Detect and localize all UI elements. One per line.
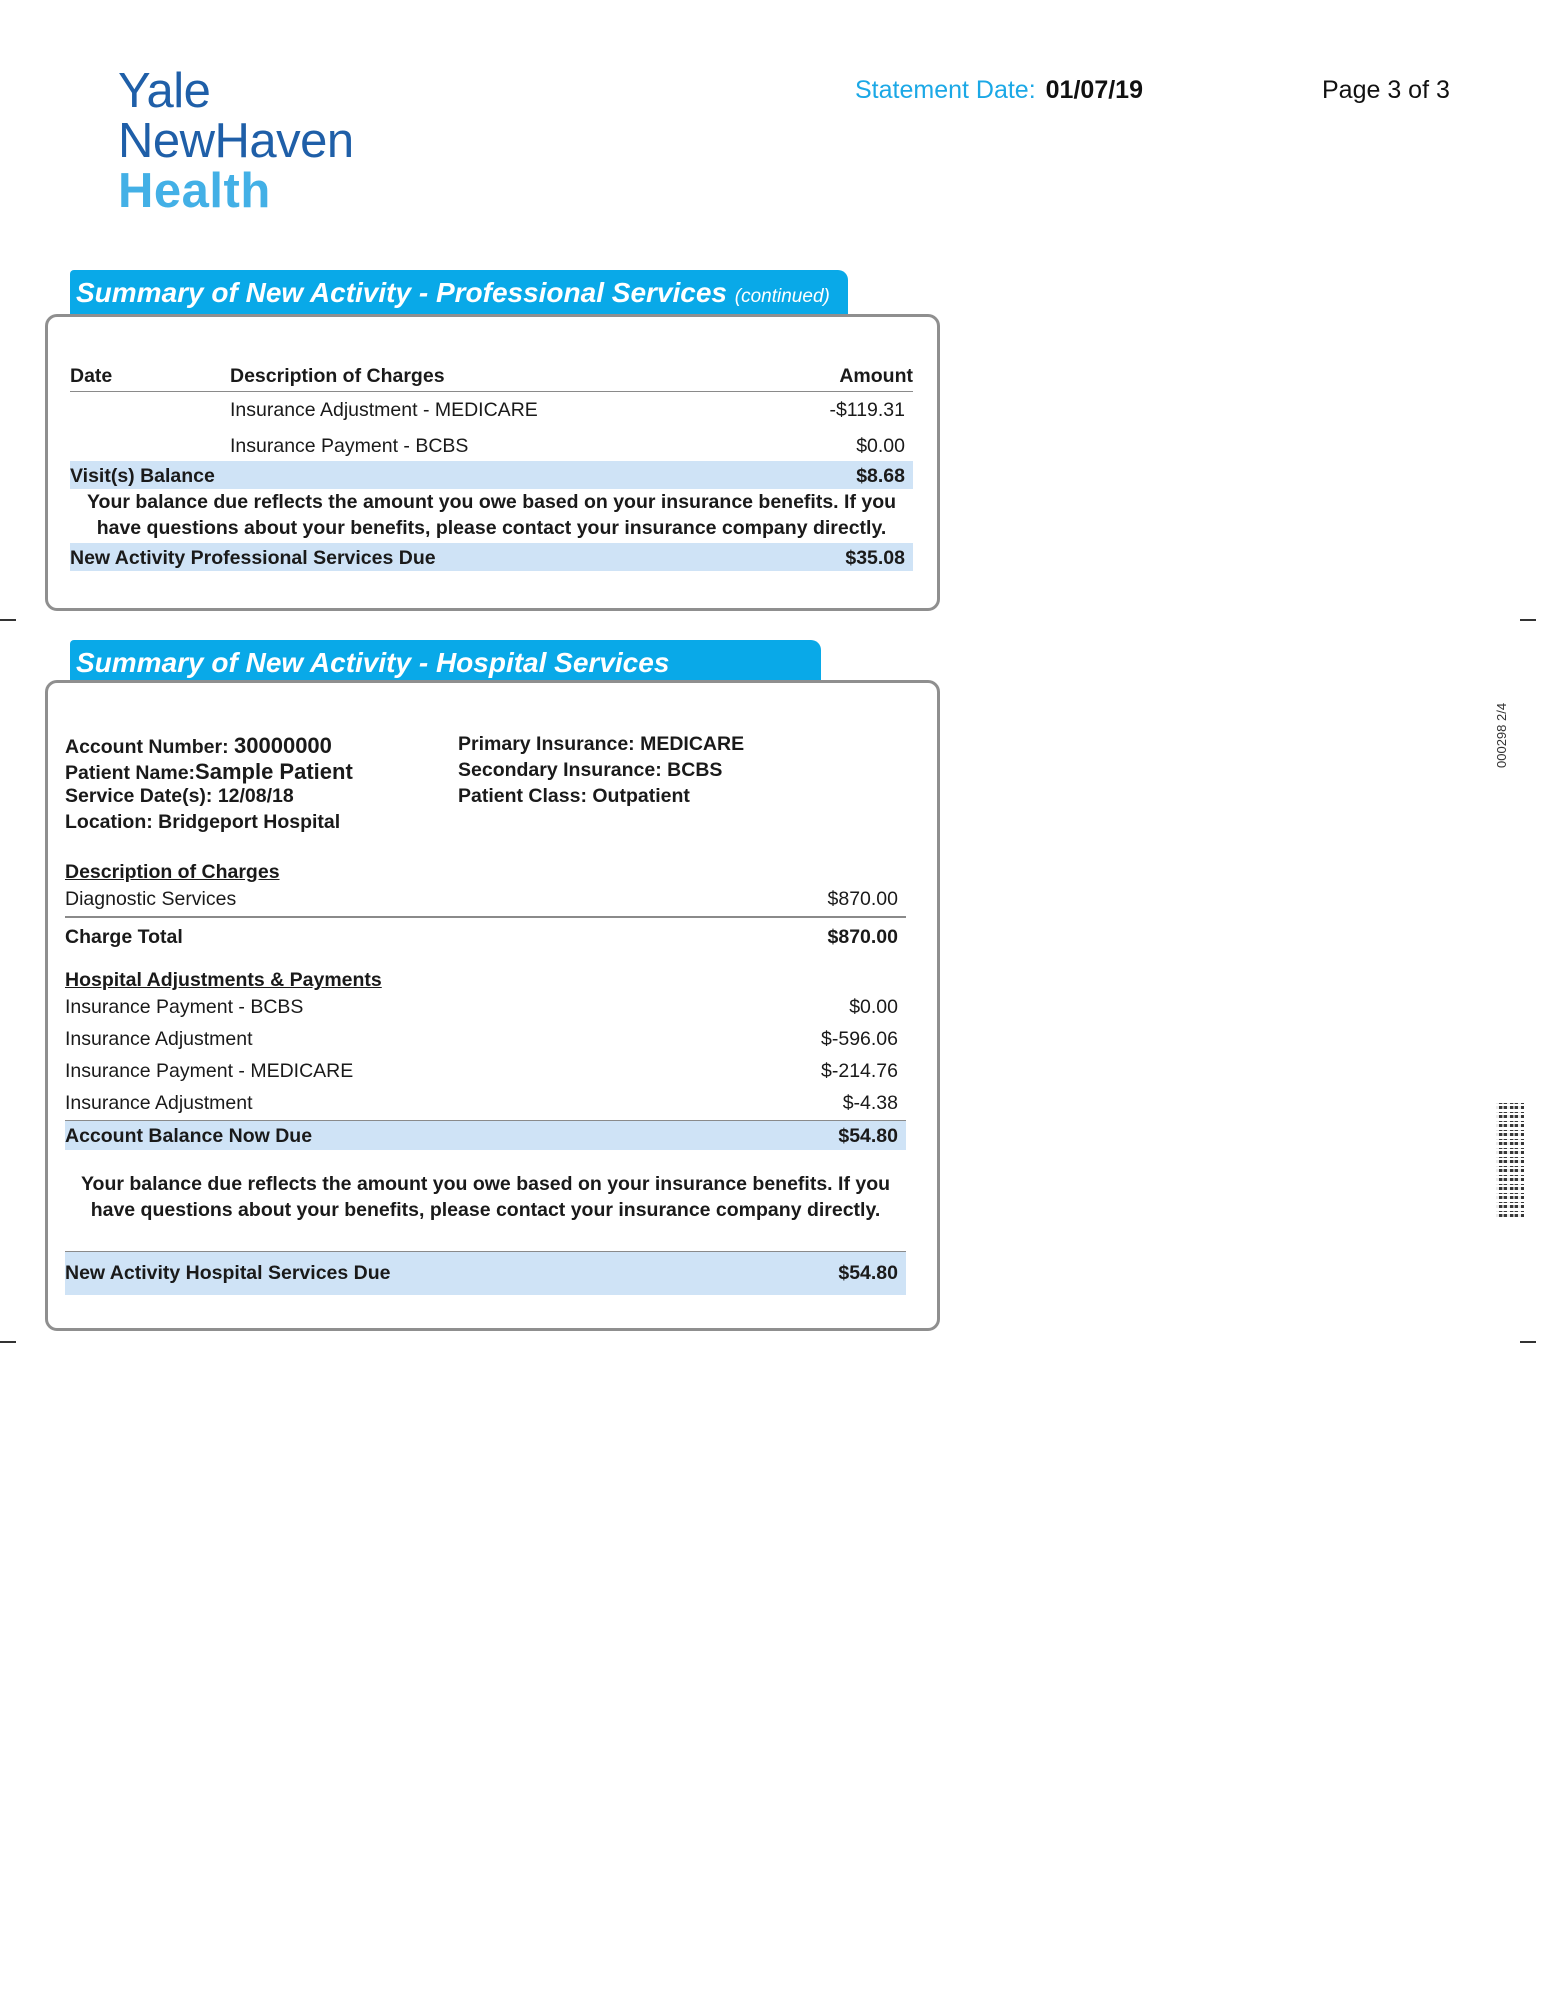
adjustment-description: Insurance Adjustment: [65, 1092, 253, 1114]
hospital-due-amount: $54.80: [838, 1262, 898, 1284]
charge-amount: $870.00: [827, 888, 898, 910]
column-date: Date: [70, 365, 113, 387]
table-header-row: [70, 365, 913, 392]
column-description: Description of Charges: [230, 365, 445, 387]
table-row: [70, 399, 913, 425]
professional-due-label: New Activity Professional Services Due: [70, 547, 436, 569]
professional-due-row: [70, 543, 913, 571]
service-dates: [65, 785, 294, 808]
service-dates-label: Service Date(s):: [65, 785, 213, 807]
row-description: Insurance Adjustment - MEDICARE: [230, 399, 538, 421]
balance-note: [70, 489, 913, 541]
charge-total-row: [65, 926, 906, 952]
visit-balance-label: Visit(s) Balance: [70, 465, 215, 487]
yale-new-haven-health-logo: [118, 66, 354, 216]
document-code: 000298 2/4: [1494, 702, 1509, 768]
account-number-value: 30000000: [234, 733, 332, 758]
location: [65, 811, 340, 834]
secondary-insurance: [458, 759, 722, 782]
row-amount: -$119.31: [829, 399, 905, 421]
charge-total-label: Charge Total: [65, 926, 183, 948]
hospital-note-line-2: have questions about your benefits, please contact your insurance company directly.: [90, 1199, 881, 1221]
logo-line-health: Health: [118, 164, 271, 218]
professional-due-amount: $35.08: [845, 547, 905, 569]
location-label: Location:: [65, 811, 153, 833]
account-number: [65, 733, 332, 759]
patient-class-value: Outpatient: [592, 785, 690, 807]
patient-name-value: Sample Patient: [195, 759, 353, 784]
adjustment-row: [65, 996, 906, 1022]
visit-balance-row: [70, 461, 913, 489]
logo-line-newhaven: NewHaven: [118, 114, 354, 168]
row-description: Insurance Payment - BCBS: [230, 435, 469, 457]
adjustment-amount: $0.00: [849, 996, 898, 1018]
divider: [65, 916, 906, 918]
professional-services-table: [70, 365, 936, 605]
hospital-services-header: [70, 640, 821, 684]
patient-class-label: Patient Class:: [458, 785, 587, 807]
logo-line-yale: Yale: [118, 64, 211, 118]
charge-row: [65, 888, 906, 914]
statement-date-value: 01/07/19: [1045, 76, 1143, 104]
professional-services-header: [70, 270, 848, 314]
hospital-services-content: [65, 733, 917, 1313]
patient-name-label: Patient Name:: [65, 762, 196, 784]
hospital-due-label: New Activity Hospital Services Due: [65, 1262, 391, 1284]
patient-class: [458, 785, 690, 808]
charge-description: Diagnostic Services: [65, 888, 237, 910]
balance-note-line-1: Your balance due reflects the amount you owe based on your insurance benefits. If you: [86, 491, 897, 513]
account-number-label: Account Number:: [65, 736, 229, 758]
statement-date-label: Statement Date:: [855, 76, 1036, 104]
page-number: Page 3 of 3: [1322, 76, 1450, 104]
professional-services-panel: [45, 314, 940, 611]
balance-note-line-2: have questions about your benefits, please contact your insurance company directly.: [96, 517, 887, 539]
charges-heading: Description of Charges: [65, 861, 280, 883]
visit-balance-amount: $8.68: [856, 465, 905, 487]
patient-name: [65, 759, 353, 785]
adjustments-heading: Hospital Adjustments & Payments: [65, 969, 382, 991]
adjustment-row: [65, 1092, 906, 1118]
secondary-insurance-value: BCBS: [667, 759, 723, 781]
crop-mark: [1520, 619, 1536, 621]
crop-mark: [0, 619, 16, 621]
barcode-pattern: [1496, 1103, 1524, 1217]
location-value: Bridgeport Hospital: [158, 811, 341, 833]
hospital-services-panel: [45, 680, 940, 1331]
hospital-note-line-1: Your balance due reflects the amount you owe based on your insurance benefits. If you: [80, 1173, 891, 1195]
crop-mark: [0, 1341, 16, 1343]
hospital-due-row: [65, 1251, 906, 1295]
row-amount: $0.00: [856, 435, 905, 457]
table-row: [70, 435, 913, 461]
service-dates-value: 12/08/18: [217, 785, 294, 807]
adjustment-row: [65, 1060, 906, 1086]
primary-insurance: [458, 733, 744, 756]
adjustment-description: Insurance Payment - BCBS: [65, 996, 304, 1018]
hospital-services-title: Summary of New Activity - Hospital Services: [76, 647, 670, 678]
primary-insurance-label: Primary Insurance:: [458, 733, 635, 755]
column-amount: Amount: [839, 365, 913, 387]
hospital-balance-note: [65, 1171, 906, 1223]
secondary-insurance-label: Secondary Insurance:: [458, 759, 662, 781]
adjustment-amount: $-596.06: [821, 1028, 898, 1050]
charge-total-amount: $870.00: [827, 926, 898, 948]
account-balance-row: [65, 1120, 906, 1150]
professional-services-title: Summary of New Activity - Professional Services: [76, 277, 727, 308]
primary-insurance-value: MEDICARE: [640, 733, 745, 755]
adjustment-amount: $-214.76: [821, 1060, 898, 1082]
adjustment-description: Insurance Payment - MEDICARE: [65, 1060, 354, 1082]
statement-date: [855, 76, 1143, 105]
account-balance-label: Account Balance Now Due: [65, 1125, 313, 1147]
adjustment-description: Insurance Adjustment: [65, 1028, 253, 1050]
continued-label: (continued): [734, 286, 830, 307]
adjustment-row: [65, 1028, 906, 1054]
account-balance-amount: $54.80: [838, 1125, 898, 1147]
crop-mark: [1520, 1341, 1536, 1343]
adjustment-amount: $-4.38: [842, 1092, 898, 1114]
